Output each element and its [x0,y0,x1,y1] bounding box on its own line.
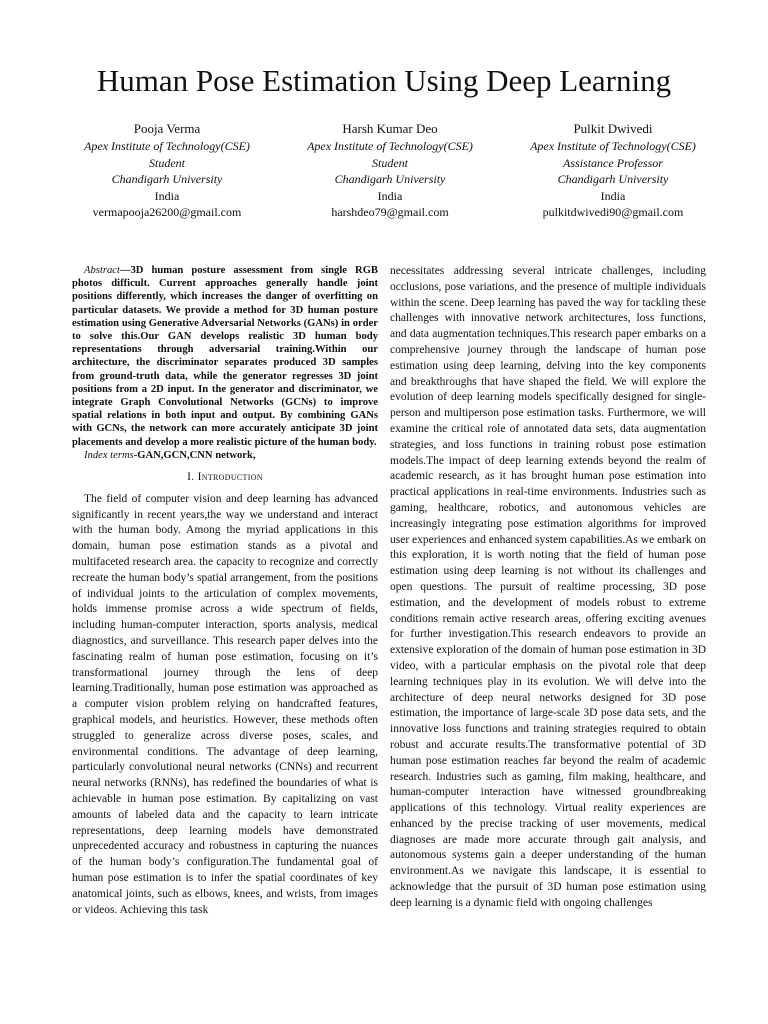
author-email: vermapooja26200@gmail.com [92,205,242,219]
author-country: India [600,188,626,203]
author-name: Pooja Verma [133,121,201,136]
author-university: Chandigarh University [334,172,446,186]
author-institute: Apex Institute of Technology(CSE) [307,139,473,153]
index-terms [72,449,378,462]
author-3 [502,120,724,221]
author-email: pulkitdwivedi90@gmail.com [542,205,684,219]
author-name: Harsh Kumar Deo [342,121,438,136]
section-title: Introduction [197,471,263,484]
author-email: harshdeo79@gmail.com [331,205,449,219]
author-country: India [154,188,180,203]
author-block [56,120,724,221]
author-name: Pulkit Dwivedi [573,121,653,136]
author-role: Student [149,155,185,170]
paper-title: Human Pose Estimation Using Deep Learning [96,63,672,98]
author-university: Chandigarh University [111,172,223,186]
author-university: Chandigarh University [557,172,669,186]
intro-paragraph-continued: necessitates addressing several intricate challenges, including occlusions, pose variations, and the presence of multiple individuals within the scene. Deep learning has paved the way for tackling these challenges with innovative network architectures, loss functions, and data augmentation techniques.This research paper embarks on a comprehensive journey through the landscape of human pose estimation using deep learning, delving into the key components and breakthroughs that have shaped the field. We will explore the evolution of deep learning models specifically designed for single-person and multiperson pose estimation tasks. Furthermore, we will examine the critical role of annotated data sets, data augmentation strategies, and loss functions in training robust pose estimation models.The impact of deep learning extends beyond the realm of academic research, as it has brought human pose estimation into practical applications in real-time environments. Industries such as gaming, healthcare, robotics, and autonomous vehicles are increasingly integrating pose estimation algorithms for improved user experiences and enhanced system capabilities.As we embark on this exploration, it is worth noting that the field of human pose estimation using deep learning is not without its challenges and open questions. The pursuit of realtime processing, 3D pose estimation, and the development of models robust to extreme conditions remain active research areas, offering exciting avenues for further investigation.This research endeavors to provide an extensive exploration of the domain of human pose estimation in 3D video, with a particular emphasis on the pivotal role that deep learning techniques play in its evolution. We will delve into the architecture of deep neural networks designed for 3D pose estimation, the importance of large-scale 3D pose data sets, and the innovative loss functions and training strategies required to obtain robust and accurate results.The transformative potential of 3D human pose estimation reaches far beyond the realm of academic research. Industries such as gaming, film making, healthcare, and human-computer interaction have witnessed groundbreaking applications of this technology. Virtual reality experiences are enhanced by the precise tracking of user movements, medical diagnoses are made more accurate through gait analysis, and autonomous systems gain a deeper understanding of the human environment.As we navigate this landscape, it is essential to acknowledge that the pursuit of 3D human pose estimation using deep learning is a dynamic field with ongoing challenges [390,265,706,909]
author-role: Student [372,155,408,170]
section-number: I. [187,471,195,484]
abstract-lead: Abstract [84,265,120,276]
index-terms-lead: Index terms [84,449,134,461]
author-1 [56,120,278,221]
right-column [390,264,706,912]
section-heading [72,470,378,486]
author-institute: Apex Institute of Technology(CSE) [530,139,696,153]
author-2 [279,120,501,221]
abstract-text: —3D human posture assessment from single RGB photos difficult. Current approaches generally handle joint positions differently, which increases the danger of overfitting on particular datasets. We provide a method for 3D human posture estimation using Generative Adversarial Networks (GANs) in order to solve this.Our GAN develops realistic 3D human body representations through adversarial training.Within our architecture, the discriminator separates produced 3D samples from ground-truth data, while the generator regresses 3D joint positions from a 2D input. In the generator and discriminator, we integrate Graph Convolutional Networks (GCNs) to improve spatial relations in both input and output. By combining GANs with GCNs, the network can more accurately anticipate 3D joint placements and develop a more realistic picture of the human body. [72,265,378,448]
author-institute: Apex Institute of Technology(CSE) [84,139,250,153]
abstract [72,264,378,449]
author-country: India [377,188,403,203]
author-role: Assistance Professor [563,155,663,170]
index-terms-text: -GAN,GCN,CNN network, [133,449,256,461]
intro-paragraph: The field of computer vision and deep learning has advanced significantly in recent years,the way we understand and interact with the human body. Among the myriad applications in this domain, human pose estimation stands as a pivotal and multifaceted research area. the capacity to recognize and correctly recreate the human body’s spatial arrangement, from the positions of individual joints to the articulation of complex movements, holds immense promise across a wide spectrum of fields, including human-computer interaction, sports analysis, medical diagnostics, and surveillance. This research paper delves into the fascinating realm of human pose estimation, focusing on it’s transformational journey through the lens of deep learning.Traditionally, human pose estimation was approached as a computer vision problem relying on handcrafted features, graphical models, and heuristics. However, these methods often struggled to generalize across diverse poses, scales, and environmental conditions. The advantage of deep learning, particularly convolutional neural networks (CNNs) and recurrent neural networks (RNNs), has redefined the boundaries of what is achievable in human pose estimation. By capitalizing on vast amounts of labeled data and the capacity to learn intricate representations, deep learning models have demonstrated unprecedented accuracy and robustness in capturing the nuances of the human body’s configuration.The fundamental goal of human pose estimation is to infer the spatial coordinates of key anatomical joints, such as elbows, knees, and wrists, from images or videos. Achieving this task [72,492,378,916]
left-column [72,264,378,918]
